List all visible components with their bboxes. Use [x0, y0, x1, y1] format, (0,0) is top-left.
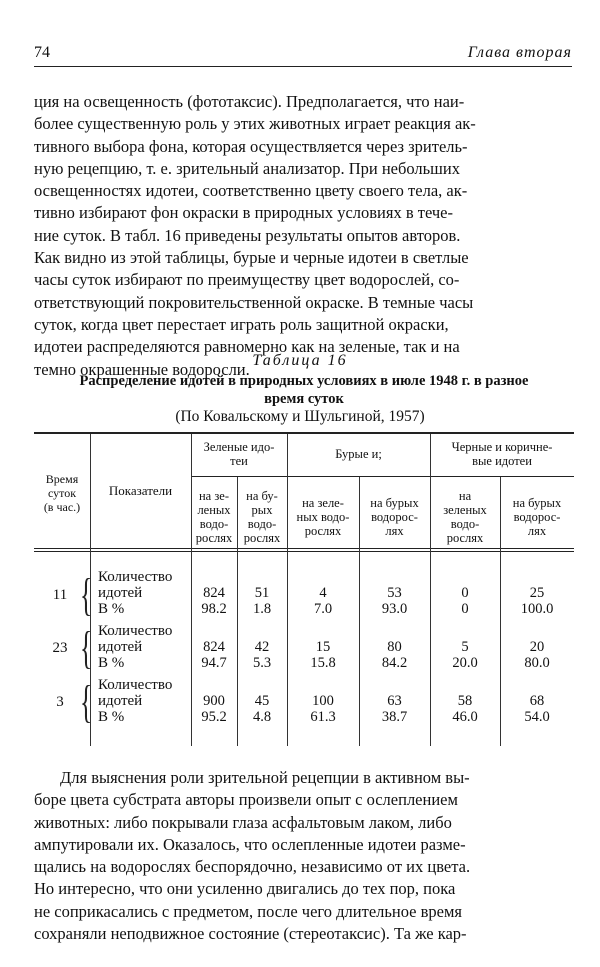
header-text: водорос-: [513, 510, 561, 524]
cell-pct: 4.8: [252, 709, 272, 725]
cell-count: 80: [387, 639, 402, 655]
header-text: на бу-: [246, 489, 278, 503]
cell-count: 824: [203, 585, 225, 601]
cell-count: 100: [312, 693, 334, 709]
header-text: Черные и коричне-: [451, 440, 553, 454]
cell-pct: 20.0: [452, 655, 478, 671]
text-line: ние суток. В табл. 16 приведены результаты опытов авторов.: [34, 225, 461, 245]
cell-count: 42: [254, 639, 270, 655]
label-text: Количество: [98, 569, 173, 585]
row-time: 11: [52, 587, 68, 603]
header-text: вые идотеи: [472, 454, 532, 468]
header-text: Время: [45, 472, 79, 486]
header-bottom-rule: [34, 548, 574, 549]
cell-count: 58: [457, 693, 473, 709]
label-text: идотей: [98, 584, 143, 601]
text-line: Но интересно, что они усиленно двигались до тех пор, пока: [34, 879, 456, 899]
header-text: рослях: [243, 531, 281, 545]
text-line: боре цвета субстрата авторы произвели опыт с ослеплением: [34, 790, 458, 810]
running-head: Глава вторая: [467, 44, 572, 61]
brace: {: [79, 622, 93, 673]
header-group-green: [191, 440, 287, 468]
header-text: лях: [527, 524, 547, 538]
header-text: на бурых: [370, 496, 419, 510]
cell-count: 68: [529, 693, 545, 709]
brace: {: [79, 676, 93, 727]
text-line: ампутировали их. Оказалось, что ослепленные идотеи разме-: [34, 834, 466, 854]
header-text: Зеленые идо-: [203, 440, 275, 454]
header-text: зеленых: [443, 503, 487, 517]
page-header: [34, 44, 572, 67]
label-text: Количество: [98, 623, 173, 639]
cell-pct: 15.8: [310, 655, 336, 671]
cell-count: 63: [387, 693, 402, 709]
cell-pct: 98.2: [201, 601, 227, 617]
header-text: водорос-: [371, 510, 418, 524]
cell-count: 824: [203, 639, 225, 655]
cell-count: 900: [203, 693, 225, 709]
subheader-black-on-brown: [500, 496, 574, 538]
subheader-brown-on-brown: [359, 496, 430, 538]
cell-count: 4: [319, 585, 327, 601]
header-text: водо-: [450, 517, 480, 531]
text-line: ция на освещенность (фототаксис). Предполагается, что наи-: [34, 92, 465, 111]
subheader-black-on-green: [430, 489, 500, 545]
row-label-count: [98, 570, 172, 601]
header-text: лях: [385, 524, 404, 538]
cell-pct: 7.0: [313, 601, 333, 617]
cell-pct: 80.0: [524, 655, 550, 671]
subheader-green-on-brown: [237, 489, 287, 545]
header-text: водо-: [247, 517, 277, 531]
row-time: 23: [52, 640, 68, 656]
cell-pct: 95.2: [201, 709, 227, 725]
text-line: Как видно из этой таблицы, бурые и черные идотеи в светлые: [34, 248, 469, 268]
text-line: суток, когда цвет перестает играть роль защитной окраски,: [34, 314, 449, 334]
header-bottom-rule-2: [34, 551, 574, 552]
text-line: сохраняли неподвижное состояние (стереотаксис). Та же кар-: [34, 924, 467, 944]
row-label-count: [98, 624, 172, 655]
table-title-line: Распределение идотей в природных условиях в июле 1948 г. в разное: [79, 373, 529, 389]
header-text: рослях: [304, 524, 342, 538]
header-text: рослях: [195, 531, 233, 545]
cell-pct: 100.0: [520, 601, 554, 617]
header-group-rule: [191, 476, 574, 477]
header-text: Бурые и;: [335, 447, 382, 461]
cell-pct: 38.7: [381, 709, 408, 725]
header-group-brown: [287, 447, 430, 461]
page-number: 74: [34, 44, 50, 61]
paragraph-1: [34, 91, 574, 381]
cell-count: 51: [254, 585, 270, 601]
cell-pct: 1.8: [252, 601, 272, 617]
row-label-count: [98, 678, 172, 709]
header-text: на зе-: [198, 489, 229, 503]
header-text: на зеле-: [302, 496, 344, 510]
text-line: Для выяснения роли зрительной рецепции в активном вы-: [60, 768, 470, 787]
table-top-rule: [34, 432, 574, 434]
row-label-pct: В %: [98, 601, 125, 617]
label-text: Количество: [98, 677, 173, 693]
header-text: ных водо-: [296, 510, 350, 524]
cell-count: 53: [387, 585, 402, 601]
cell-pct: 0: [461, 601, 469, 617]
header-text: теи: [230, 454, 248, 468]
header-text: водо-: [199, 517, 229, 531]
row-time: 3: [56, 694, 64, 710]
cell-pct: 84.2: [381, 655, 408, 671]
text-line: щались на водорослях беспорядочно, независимо от их цвета.: [34, 857, 471, 877]
table-title: [34, 372, 574, 408]
cell-count: 20: [529, 639, 545, 655]
header-text: на: [458, 489, 472, 503]
cell-pct: 46.0: [452, 709, 478, 725]
header-text: рослях: [446, 531, 484, 545]
cell-pct: 61.3: [310, 709, 336, 725]
text-line: животных: либо покрывали глаза асфальтовым лаком, либо: [34, 812, 452, 832]
text-line: тивно избирают фон окраски в природных условиях в тече-: [34, 203, 453, 223]
cell-pct: 94.7: [201, 655, 227, 671]
text-line: освещенностях идотеи, соответственно цвету своего тела, ак-: [34, 181, 468, 201]
row-label-pct: В %: [98, 655, 125, 671]
cell-pct: 5.3: [252, 655, 272, 671]
header-text: рых: [251, 503, 273, 517]
brace: {: [79, 569, 93, 620]
header-group-black: [430, 440, 574, 468]
header-text: на бурых: [512, 496, 562, 510]
label-text: идотей: [98, 692, 143, 709]
subheader-green-on-green: [191, 489, 237, 545]
text-line: часы суток избирают по преимуществу цвет водорослей, со-: [34, 270, 460, 290]
header-indicators: Показатели: [108, 483, 173, 498]
header-text: суток: [47, 486, 77, 500]
cell-count: 0: [461, 585, 469, 601]
subheader-brown-on-green: [287, 496, 359, 538]
text-line: тивного выбора фона, которая осуществляется через зритель-: [34, 136, 468, 156]
header-time: [34, 472, 90, 514]
cell-pct: 93.0: [381, 601, 408, 617]
text-line: ную рецепцию, т. е. зрительный анализатор. При небольших: [34, 158, 460, 178]
text-line: ответствующий покровительственной окраске. В темные часы: [34, 292, 474, 312]
cell-count: 5: [461, 639, 469, 655]
text-line: более существенную роль у этих животных играет реакция ак-: [34, 114, 476, 134]
cell-pct: 54.0: [524, 709, 550, 725]
text-line: темно окрашенные водоросли.: [34, 359, 250, 379]
cell-count: 25: [529, 585, 545, 601]
header-text: (в час.): [43, 500, 81, 514]
cell-count: 15: [315, 639, 331, 655]
row-label-pct: В %: [98, 709, 125, 725]
header-text: леных: [197, 503, 231, 517]
cell-count: 45: [254, 693, 270, 709]
table-source: (По Ковальскому и Шульгиной, 1957): [175, 408, 425, 425]
paragraph-2: [34, 767, 574, 945]
table-caption: Таблица 16: [252, 352, 348, 369]
table-title-line: время суток: [264, 391, 344, 407]
text-line: идотеи распределяются равномерно как на зеленые, так и на: [34, 337, 460, 357]
label-text: идотей: [98, 638, 143, 655]
text-line: не соприкасались с предметом, после чего длительное время: [34, 901, 463, 921]
data-table: [34, 432, 574, 746]
